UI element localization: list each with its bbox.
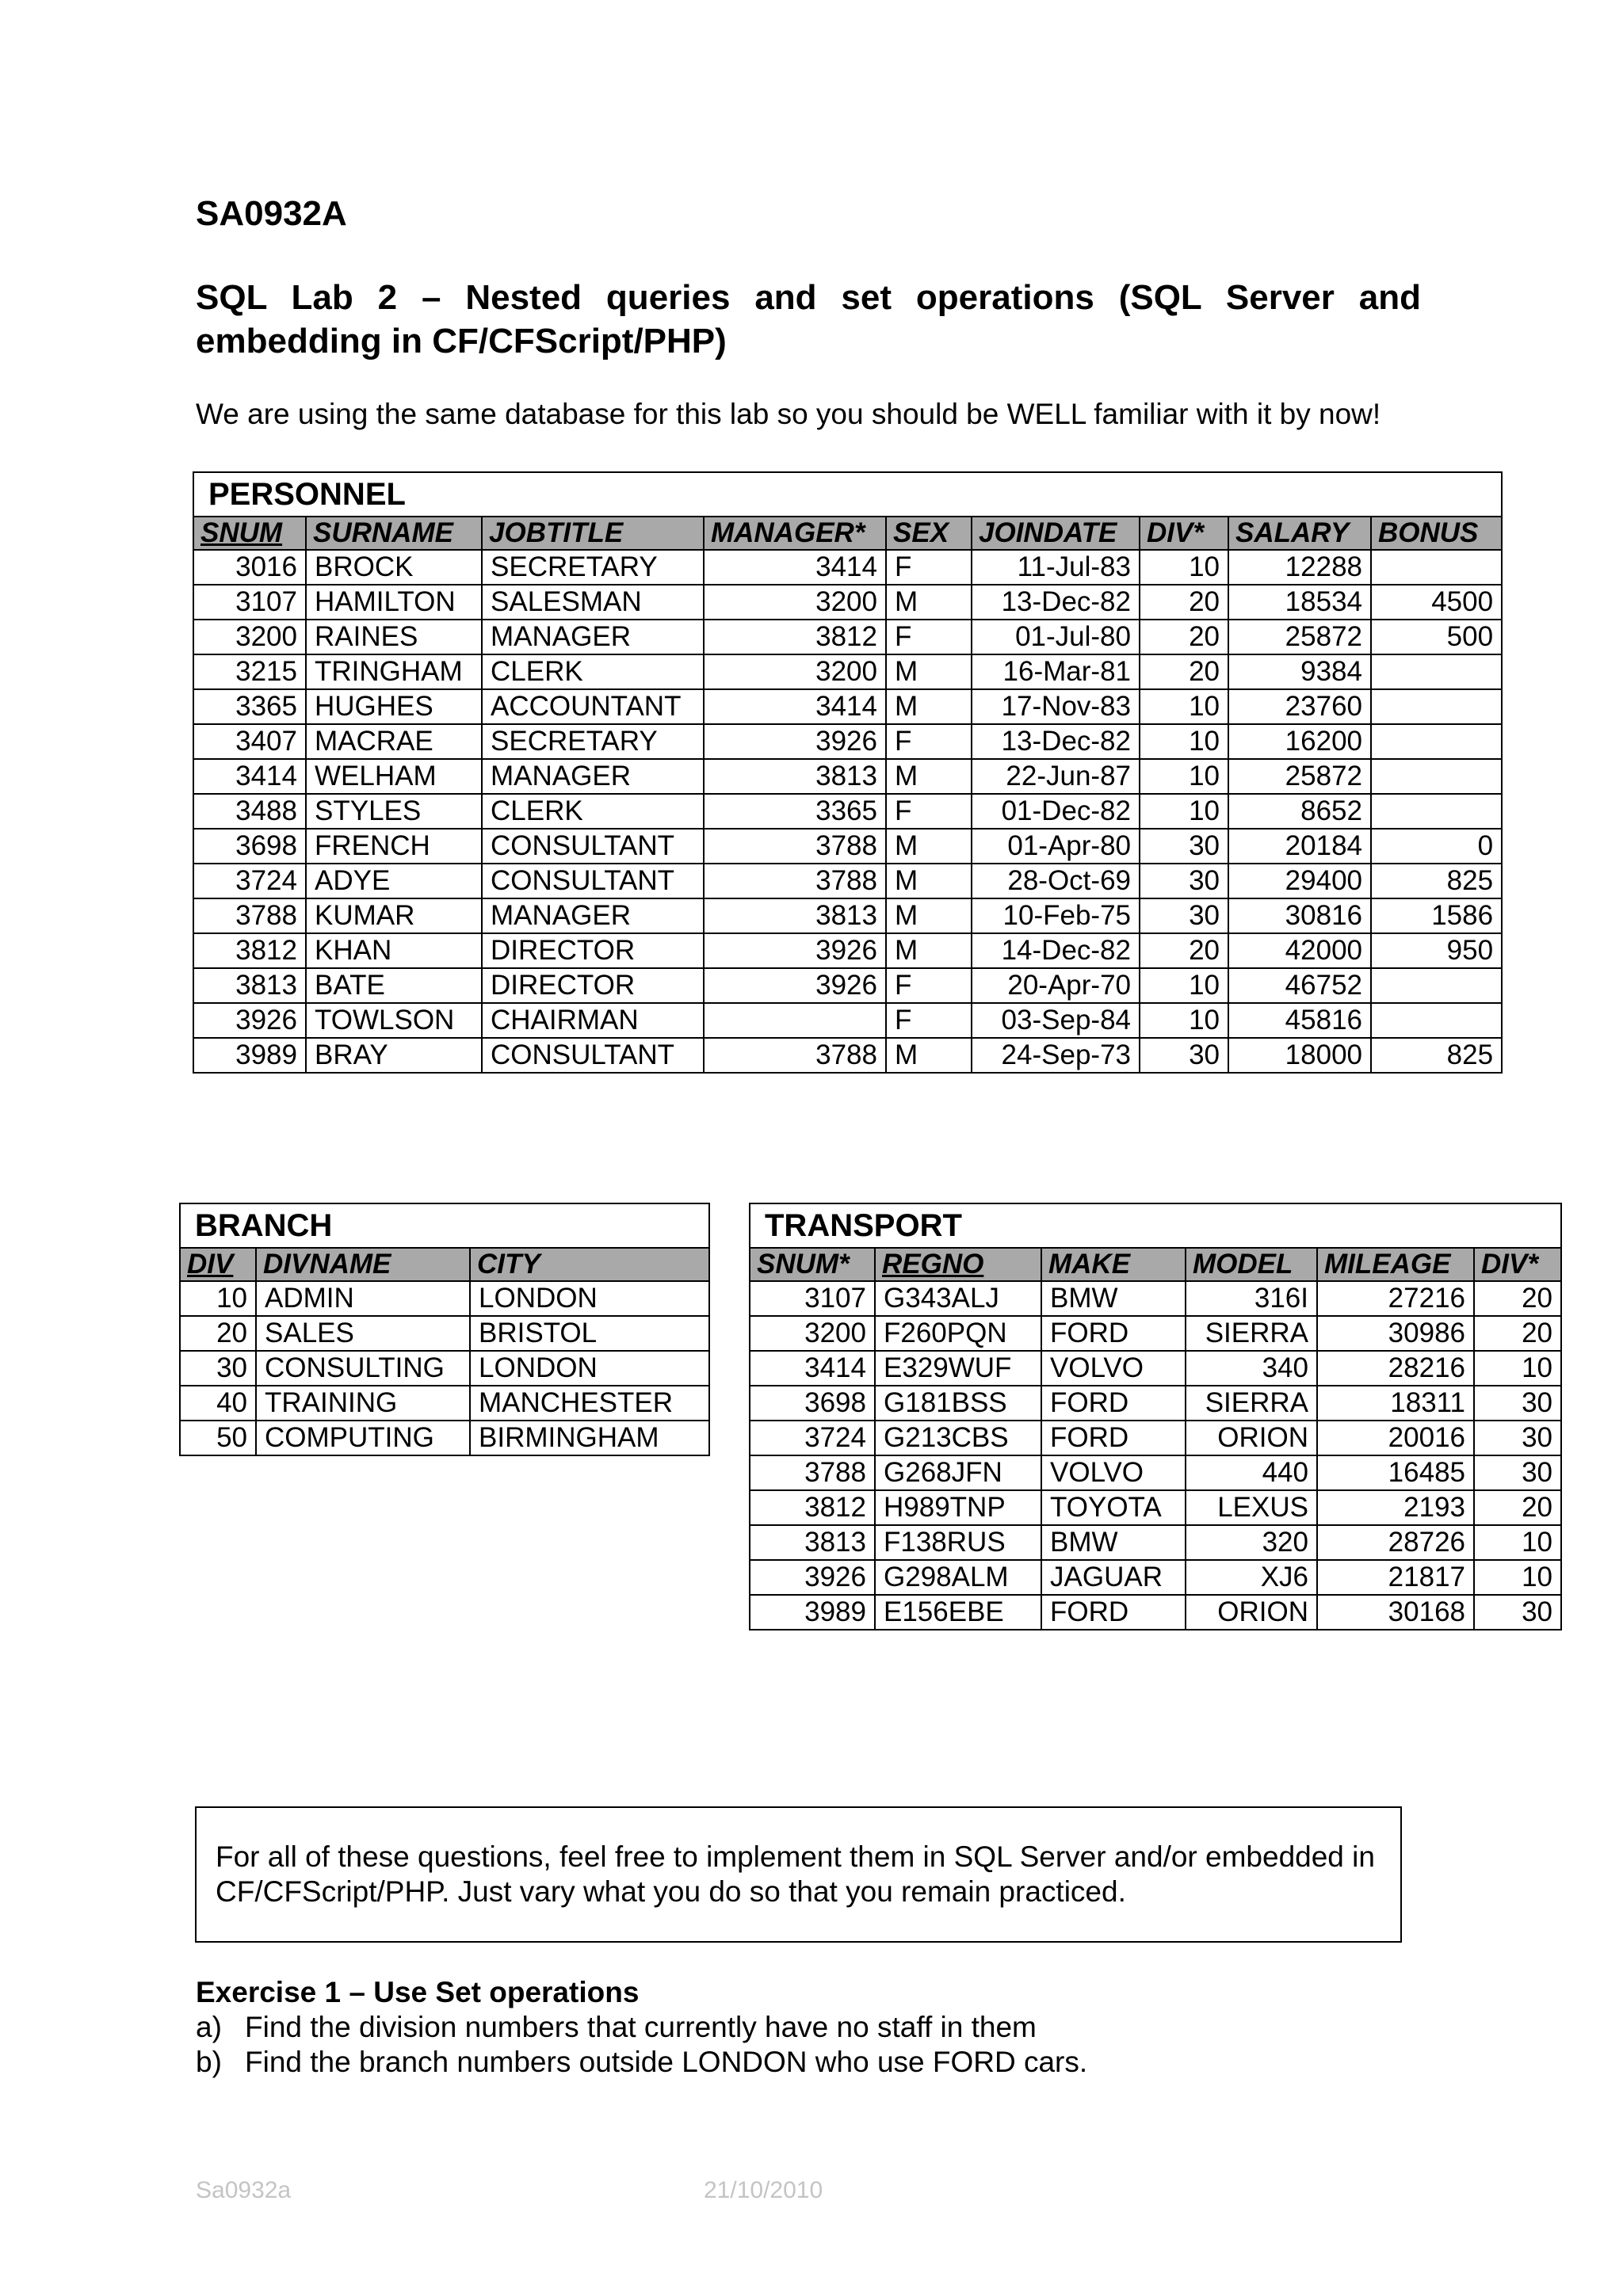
surname-cell: TRINGHAM xyxy=(306,654,482,689)
surname-cell: WELHAM xyxy=(306,759,482,794)
jobtitle-cell: SALESMAN xyxy=(482,585,704,620)
jobtitle-cell: CLERK xyxy=(482,654,704,689)
div-cell: 20 xyxy=(1140,620,1228,654)
header-manager: MANAGER* xyxy=(704,517,886,550)
surname-cell: TOWLSON xyxy=(306,1003,482,1038)
table-row xyxy=(193,794,1502,829)
joindate-cell: 16-Mar-81 xyxy=(972,654,1140,689)
make-cell: FORD xyxy=(1041,1595,1186,1630)
make-cell: BMW xyxy=(1041,1281,1186,1316)
jobtitle-cell: MANAGER xyxy=(482,898,704,933)
table-row xyxy=(193,1003,1502,1038)
manager-cell: 3926 xyxy=(704,933,886,968)
salary-cell: 30816 xyxy=(1228,898,1371,933)
regno-cell: G181BSS xyxy=(875,1386,1041,1421)
snum-cell: 3488 xyxy=(193,794,306,829)
salary-cell: 42000 xyxy=(1228,933,1371,968)
regno-cell: F260PQN xyxy=(875,1316,1041,1351)
surname-cell: STYLES xyxy=(306,794,482,829)
snum-cell: 3016 xyxy=(193,550,306,585)
sex-cell: M xyxy=(886,759,972,794)
salary-cell: 18534 xyxy=(1228,585,1371,620)
mileage-cell: 30168 xyxy=(1317,1595,1474,1630)
make-cell: FORD xyxy=(1041,1421,1186,1455)
snum-cell: 3813 xyxy=(750,1525,875,1560)
div-cell: 30 xyxy=(1140,864,1228,898)
table-row xyxy=(750,1525,1561,1560)
make-cell: VOLVO xyxy=(1041,1455,1186,1490)
header-div: DIV* xyxy=(1474,1248,1561,1281)
joindate-cell: 01-Apr-80 xyxy=(972,829,1140,864)
div-cell: 10 xyxy=(1474,1560,1561,1595)
mileage-cell: 27216 xyxy=(1317,1281,1474,1316)
joindate-cell: 03-Sep-84 xyxy=(972,1003,1140,1038)
divname-cell: TRAINING xyxy=(256,1386,470,1421)
bonus-cell: 825 xyxy=(1371,864,1502,898)
div-cell: 10 xyxy=(1474,1351,1561,1386)
note-box: For all of these questions, feel free to implement them in SQL Server and/or embedded in CF/CFScript/PHP. Just vary what you do so that you remain practiced. xyxy=(195,1806,1402,1943)
div-cell: 30 xyxy=(180,1351,256,1386)
bonus-cell: 500 xyxy=(1371,620,1502,654)
jobtitle-cell: MANAGER xyxy=(482,620,704,654)
table-row xyxy=(180,1351,709,1386)
snum-cell: 3724 xyxy=(193,864,306,898)
header-snum: SNUM* xyxy=(750,1248,875,1281)
div-cell: 30 xyxy=(1474,1595,1561,1630)
snum-cell: 3926 xyxy=(193,1003,306,1038)
manager-cell: 3200 xyxy=(704,654,886,689)
model-cell: LEXUS xyxy=(1186,1490,1317,1525)
mileage-cell: 21817 xyxy=(1317,1560,1474,1595)
jobtitle-cell: CONSULTANT xyxy=(482,1038,704,1073)
div-cell: 10 xyxy=(1140,794,1228,829)
make-cell: FORD xyxy=(1041,1386,1186,1421)
transport-header-row xyxy=(750,1248,1561,1281)
table-row xyxy=(750,1351,1561,1386)
salary-cell: 16200 xyxy=(1228,724,1371,759)
surname-cell: HAMILTON xyxy=(306,585,482,620)
snum-cell: 3200 xyxy=(750,1316,875,1351)
snum-cell: 3812 xyxy=(193,933,306,968)
city-cell: MANCHESTER xyxy=(470,1386,709,1421)
table-row xyxy=(193,654,1502,689)
snum-cell: 3989 xyxy=(750,1595,875,1630)
snum-cell: 3724 xyxy=(750,1421,875,1455)
sex-cell: M xyxy=(886,1038,972,1073)
surname-cell: HUGHES xyxy=(306,689,482,724)
bonus-cell xyxy=(1371,689,1502,724)
divname-cell: ADMIN xyxy=(256,1281,470,1316)
sex-cell: M xyxy=(886,898,972,933)
table-row xyxy=(193,933,1502,968)
header-div: DIV* xyxy=(1140,517,1228,550)
table-row xyxy=(750,1386,1561,1421)
manager-cell: 3788 xyxy=(704,829,886,864)
joindate-cell: 14-Dec-82 xyxy=(972,933,1140,968)
bonus-cell: 0 xyxy=(1371,829,1502,864)
transport-caption: TRANSPORT xyxy=(750,1203,1561,1248)
sex-cell: M xyxy=(886,654,972,689)
div-cell: 30 xyxy=(1474,1455,1561,1490)
sex-cell: M xyxy=(886,585,972,620)
div-cell: 20 xyxy=(180,1316,256,1351)
exercise-item-text: Find the division numbers that currently have no staff in them xyxy=(245,2011,1037,2043)
surname-cell: KHAN xyxy=(306,933,482,968)
make-cell: TOYOTA xyxy=(1041,1490,1186,1525)
snum-cell: 3414 xyxy=(750,1351,875,1386)
table-row xyxy=(750,1455,1561,1490)
table-row xyxy=(750,1490,1561,1525)
surname-cell: FRENCH xyxy=(306,829,482,864)
header-model: MODEL xyxy=(1186,1248,1317,1281)
manager-cell: 3812 xyxy=(704,620,886,654)
mileage-cell: 30986 xyxy=(1317,1316,1474,1351)
table-row xyxy=(193,829,1502,864)
joindate-cell: 01-Jul-80 xyxy=(972,620,1140,654)
table-row xyxy=(193,864,1502,898)
manager-cell: 3813 xyxy=(704,898,886,933)
jobtitle-cell: DIRECTOR xyxy=(482,933,704,968)
divname-cell: COMPUTING xyxy=(256,1421,470,1455)
regno-cell: H989TNP xyxy=(875,1490,1041,1525)
joindate-cell: 17-Nov-83 xyxy=(972,689,1140,724)
table-row xyxy=(750,1281,1561,1316)
jobtitle-cell: CONSULTANT xyxy=(482,864,704,898)
bonus-cell xyxy=(1371,794,1502,829)
div-cell: 20 xyxy=(1140,933,1228,968)
mileage-cell: 16485 xyxy=(1317,1455,1474,1490)
sex-cell: M xyxy=(886,689,972,724)
joindate-cell: 24-Sep-73 xyxy=(972,1038,1140,1073)
bonus-cell: 825 xyxy=(1371,1038,1502,1073)
table-row xyxy=(180,1316,709,1351)
city-cell: BIRMINGHAM xyxy=(470,1421,709,1455)
manager-cell: 3414 xyxy=(704,550,886,585)
salary-cell: 29400 xyxy=(1228,864,1371,898)
city-cell: LONDON xyxy=(470,1281,709,1316)
personnel-table xyxy=(193,471,1503,1074)
joindate-cell: 20-Apr-70 xyxy=(972,968,1140,1003)
table-row xyxy=(193,968,1502,1003)
sex-cell: F xyxy=(886,1003,972,1038)
regno-cell: G298ALM xyxy=(875,1560,1041,1595)
jobtitle-cell: SECRETARY xyxy=(482,724,704,759)
make-cell: BMW xyxy=(1041,1525,1186,1560)
div-cell: 40 xyxy=(180,1386,256,1421)
mileage-cell: 20016 xyxy=(1317,1421,1474,1455)
table-row xyxy=(180,1421,709,1455)
personnel-header-row xyxy=(193,517,1502,550)
div-cell: 30 xyxy=(1474,1386,1561,1421)
div-cell: 20 xyxy=(1474,1316,1561,1351)
surname-cell: RAINES xyxy=(306,620,482,654)
snum-cell: 3813 xyxy=(193,968,306,1003)
joindate-cell: 10-Feb-75 xyxy=(972,898,1140,933)
table-row xyxy=(193,689,1502,724)
jobtitle-cell: DIRECTOR xyxy=(482,968,704,1003)
bonus-cell xyxy=(1371,759,1502,794)
div-cell: 30 xyxy=(1140,1038,1228,1073)
snum-cell: 3926 xyxy=(750,1560,875,1595)
table-row xyxy=(750,1421,1561,1455)
manager-cell: 3926 xyxy=(704,724,886,759)
bonus-cell xyxy=(1371,1003,1502,1038)
exercise-item-label: a) xyxy=(196,2011,222,2043)
snum-cell: 3107 xyxy=(193,585,306,620)
salary-cell: 18000 xyxy=(1228,1038,1371,1073)
header-div: DIV xyxy=(180,1248,256,1281)
salary-cell: 12288 xyxy=(1228,550,1371,585)
salary-cell: 45816 xyxy=(1228,1003,1371,1038)
div-cell: 10 xyxy=(1140,968,1228,1003)
salary-cell: 9384 xyxy=(1228,654,1371,689)
exercise-item xyxy=(196,2046,1087,2079)
regno-cell: F138RUS xyxy=(875,1525,1041,1560)
manager-cell: 3365 xyxy=(704,794,886,829)
exercise-item-label: b) xyxy=(196,2046,222,2078)
model-cell: 320 xyxy=(1186,1525,1317,1560)
model-cell: SIERRA xyxy=(1186,1316,1317,1351)
bonus-cell xyxy=(1371,550,1502,585)
regno-cell: G268JFN xyxy=(875,1455,1041,1490)
manager-cell: 3926 xyxy=(704,968,886,1003)
snum-cell: 3812 xyxy=(750,1490,875,1525)
salary-cell: 46752 xyxy=(1228,968,1371,1003)
div-cell: 10 xyxy=(1140,759,1228,794)
table-row xyxy=(750,1316,1561,1351)
header-mileage: MILEAGE xyxy=(1317,1248,1474,1281)
header-joindate: JOINDATE xyxy=(972,517,1140,550)
snum-cell: 3200 xyxy=(193,620,306,654)
snum-cell: 3989 xyxy=(193,1038,306,1073)
div-cell: 20 xyxy=(1474,1490,1561,1525)
divname-cell: SALES xyxy=(256,1316,470,1351)
div-cell: 30 xyxy=(1140,898,1228,933)
exercise-item-text: Find the branch numbers outside LONDON who use FORD cars. xyxy=(245,2046,1088,2078)
surname-cell: BATE xyxy=(306,968,482,1003)
div-cell: 10 xyxy=(1474,1525,1561,1560)
branch-table xyxy=(179,1203,710,1456)
footer-date: 21/10/2010 xyxy=(704,2177,823,2203)
bonus-cell xyxy=(1371,968,1502,1003)
page-title: SQL Lab 2 – Nested queries and set operations (SQL Server and embedding in CF/CFScript/PHP) xyxy=(196,278,1421,360)
header-jobtitle: JOBTITLE xyxy=(482,517,704,550)
salary-cell: 20184 xyxy=(1228,829,1371,864)
bonus-cell: 4500 xyxy=(1371,585,1502,620)
manager-cell: 3788 xyxy=(704,1038,886,1073)
div-cell: 50 xyxy=(180,1421,256,1455)
model-cell: ORION xyxy=(1186,1595,1317,1630)
model-cell: ORION xyxy=(1186,1421,1317,1455)
sex-cell: F xyxy=(886,550,972,585)
table-row xyxy=(750,1560,1561,1595)
snum-cell: 3365 xyxy=(193,689,306,724)
sex-cell: F xyxy=(886,794,972,829)
header-regno: REGNO xyxy=(875,1248,1041,1281)
div-cell: 10 xyxy=(1140,550,1228,585)
bonus-cell xyxy=(1371,654,1502,689)
jobtitle-cell: CLERK xyxy=(482,794,704,829)
snum-cell: 3698 xyxy=(193,829,306,864)
jobtitle-cell: CONSULTANT xyxy=(482,829,704,864)
sex-cell: M xyxy=(886,829,972,864)
surname-cell: ADYE xyxy=(306,864,482,898)
snum-cell: 3788 xyxy=(193,898,306,933)
snum-cell: 3788 xyxy=(750,1455,875,1490)
mileage-cell: 28216 xyxy=(1317,1351,1474,1386)
snum-cell: 3107 xyxy=(750,1281,875,1316)
model-cell: 440 xyxy=(1186,1455,1317,1490)
div-cell: 30 xyxy=(1140,829,1228,864)
surname-cell: KUMAR xyxy=(306,898,482,933)
jobtitle-cell: MANAGER xyxy=(482,759,704,794)
bonus-cell: 950 xyxy=(1371,933,1502,968)
sex-cell: F xyxy=(886,968,972,1003)
header-make: MAKE xyxy=(1041,1248,1186,1281)
div-cell: 20 xyxy=(1474,1281,1561,1316)
header-sex: SEX xyxy=(886,517,972,550)
sex-cell: M xyxy=(886,933,972,968)
joindate-cell: 11-Jul-83 xyxy=(972,550,1140,585)
table-row xyxy=(193,585,1502,620)
salary-cell: 25872 xyxy=(1228,620,1371,654)
manager-cell xyxy=(704,1003,886,1038)
joindate-cell: 13-Dec-82 xyxy=(972,585,1140,620)
transport-table xyxy=(749,1203,1562,1630)
div-cell: 10 xyxy=(1140,1003,1228,1038)
branch-header-row xyxy=(180,1248,709,1281)
bonus-cell: 1586 xyxy=(1371,898,1502,933)
snum-cell: 3698 xyxy=(750,1386,875,1421)
mileage-cell: 18311 xyxy=(1317,1386,1474,1421)
header-bonus: BONUS xyxy=(1371,517,1502,550)
manager-cell: 3414 xyxy=(704,689,886,724)
header-divname: DIVNAME xyxy=(256,1248,470,1281)
header-snum: SNUM xyxy=(193,517,306,550)
personnel-caption: PERSONNEL xyxy=(193,472,1502,517)
joindate-cell: 28-Oct-69 xyxy=(972,864,1140,898)
div-cell: 10 xyxy=(180,1281,256,1316)
regno-cell: G343ALJ xyxy=(875,1281,1041,1316)
model-cell: 316I xyxy=(1186,1281,1317,1316)
surname-cell: MACRAE xyxy=(306,724,482,759)
header-salary: SALARY xyxy=(1228,517,1371,550)
snum-cell: 3407 xyxy=(193,724,306,759)
make-cell: JAGUAR xyxy=(1041,1560,1186,1595)
table-row xyxy=(193,620,1502,654)
table-row xyxy=(750,1595,1561,1630)
surname-cell: BROCK xyxy=(306,550,482,585)
mileage-cell: 28726 xyxy=(1317,1525,1474,1560)
model-cell: XJ6 xyxy=(1186,1560,1317,1595)
manager-cell: 3813 xyxy=(704,759,886,794)
table-row xyxy=(193,1038,1502,1073)
city-cell: BRISTOL xyxy=(470,1316,709,1351)
joindate-cell: 13-Dec-82 xyxy=(972,724,1140,759)
joindate-cell: 01-Dec-82 xyxy=(972,794,1140,829)
sex-cell: M xyxy=(886,864,972,898)
manager-cell: 3788 xyxy=(704,864,886,898)
manager-cell: 3200 xyxy=(704,585,886,620)
jobtitle-cell: CHAIRMAN xyxy=(482,1003,704,1038)
intro-text: We are using the same database for this lab so you should be WELL familiar with it by now! xyxy=(196,398,1381,430)
make-cell: VOLVO xyxy=(1041,1351,1186,1386)
sex-cell: F xyxy=(886,724,972,759)
regno-cell: E156EBE xyxy=(875,1595,1041,1630)
div-cell: 20 xyxy=(1140,654,1228,689)
div-cell: 20 xyxy=(1140,585,1228,620)
jobtitle-cell: ACCOUNTANT xyxy=(482,689,704,724)
document-code: SA0932A xyxy=(196,194,347,233)
salary-cell: 25872 xyxy=(1228,759,1371,794)
bonus-cell xyxy=(1371,724,1502,759)
table-row xyxy=(193,724,1502,759)
table-row xyxy=(193,759,1502,794)
table-row xyxy=(193,550,1502,585)
div-cell: 10 xyxy=(1140,689,1228,724)
table-row xyxy=(180,1281,709,1316)
surname-cell: BRAY xyxy=(306,1038,482,1073)
div-cell: 10 xyxy=(1140,724,1228,759)
table-row xyxy=(193,898,1502,933)
branch-caption: BRANCH xyxy=(180,1203,709,1248)
exercise-item xyxy=(196,2011,1037,2044)
exercise-title: Exercise 1 – Use Set operations xyxy=(196,1976,640,2008)
model-cell: SIERRA xyxy=(1186,1386,1317,1421)
regno-cell: E329WUF xyxy=(875,1351,1041,1386)
snum-cell: 3414 xyxy=(193,759,306,794)
salary-cell: 8652 xyxy=(1228,794,1371,829)
footer-code: Sa0932a xyxy=(196,2177,292,2203)
header-city: CITY xyxy=(470,1248,709,1281)
table-row xyxy=(180,1386,709,1421)
mileage-cell: 2193 xyxy=(1317,1490,1474,1525)
jobtitle-cell: SECRETARY xyxy=(482,550,704,585)
snum-cell: 3215 xyxy=(193,654,306,689)
divname-cell: CONSULTING xyxy=(256,1351,470,1386)
salary-cell: 23760 xyxy=(1228,689,1371,724)
city-cell: LONDON xyxy=(470,1351,709,1386)
joindate-cell: 22-Jun-87 xyxy=(972,759,1140,794)
div-cell: 30 xyxy=(1474,1421,1561,1455)
sex-cell: F xyxy=(886,620,972,654)
regno-cell: G213CBS xyxy=(875,1421,1041,1455)
model-cell: 340 xyxy=(1186,1351,1317,1386)
header-surname: SURNAME xyxy=(306,517,482,550)
make-cell: FORD xyxy=(1041,1316,1186,1351)
